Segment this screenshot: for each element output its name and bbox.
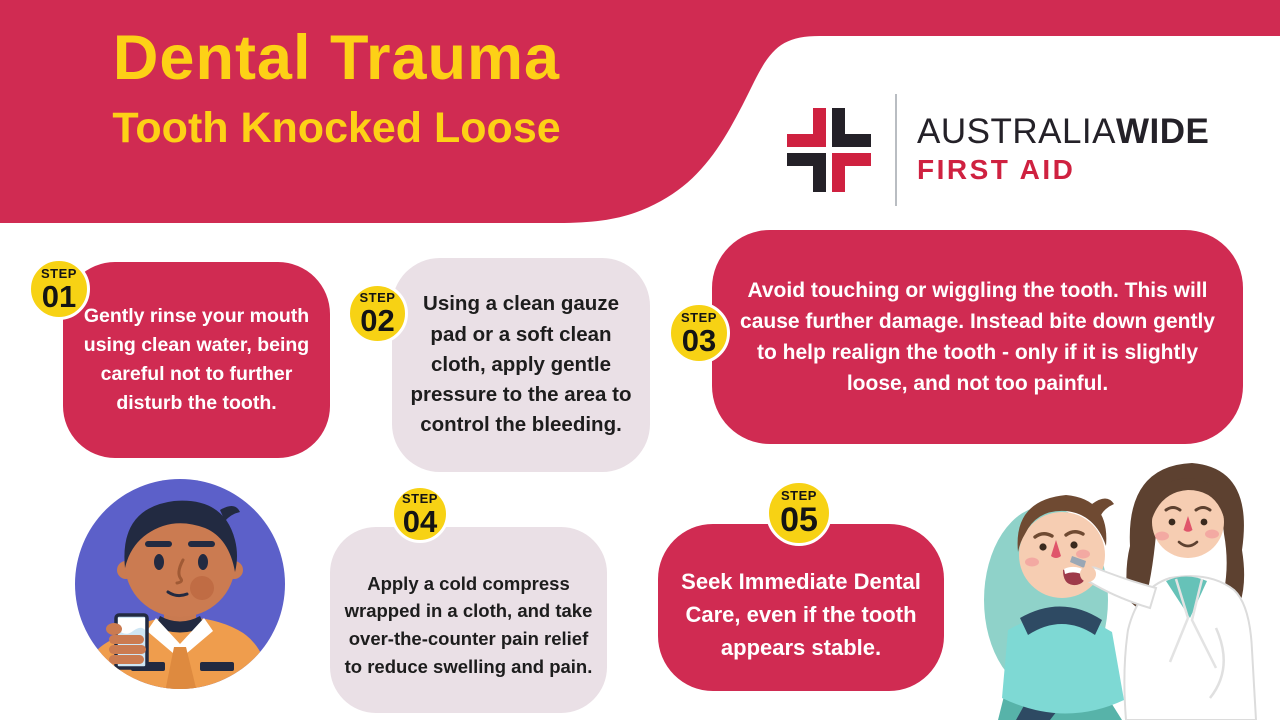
step-02-text: Using a clean gauze pad or a soft clean cloth, apply gentle pressure to the area to control the bleeding. [410,292,632,437]
step-02-badge-number: 02 [360,303,395,338]
brand-name-regular: AUSTRALIA [917,111,1116,151]
page-title: Dental Trauma [112,23,561,93]
dentist-scene-illustration [980,448,1280,720]
step-02-badge-label: STEP [359,290,396,305]
step-05-badge [766,480,832,546]
step-04-badge-label: STEP [402,490,438,506]
brand-tagline: FIRST AID [917,154,1076,186]
brand-name-bold: WIDE [1116,111,1210,151]
step-03-text: Avoid touching or wiggling the tooth. This will cause further damage. Instead bite down gently to help realign the tooth - only if it is slightly loose, and not too painful. [740,278,1215,396]
step-04-text: Apply a cold compress wrapped in a cloth, and take over-the-counter pain relief to reduce swelling and pain. [344,572,593,677]
step-05-badge-label: STEP [781,488,817,503]
step-03-card [712,230,1243,444]
step-03-badge-number: 03 [681,322,717,358]
step-05-badge-number: 05 [780,501,818,539]
step-03-badge [668,302,730,364]
step-02-badge [347,283,408,344]
step-01-text: Gently rinse your mouth using clean water, being careful not to further disturb the tooth. [83,304,310,415]
step-04-badge-number: 04 [402,503,438,539]
step-02-card [392,258,650,472]
step-04-badge [391,485,449,543]
first-aid-cross-icon [783,98,875,202]
step-04-card [330,527,607,713]
brand-name [917,111,1210,151]
step-01-badge-label: STEP [41,265,77,281]
header [14,24,659,153]
rinse-avatar-illustration [74,478,286,690]
step-05-text: Seek Immediate Dental Care, even if the tooth appears stable. [681,569,921,660]
step-03-badge-label: STEP [681,309,717,325]
step-01-badge-number: 01 [41,278,77,314]
logo-divider [895,94,897,206]
step-01-badge [28,258,90,320]
logo-wordmark [917,111,1210,187]
dentist-face [1151,478,1225,558]
step-05-card [658,524,944,691]
brand-logo [783,94,1209,206]
page-subtitle: Tooth Knocked Loose [112,104,561,153]
step-01-card [63,262,330,458]
